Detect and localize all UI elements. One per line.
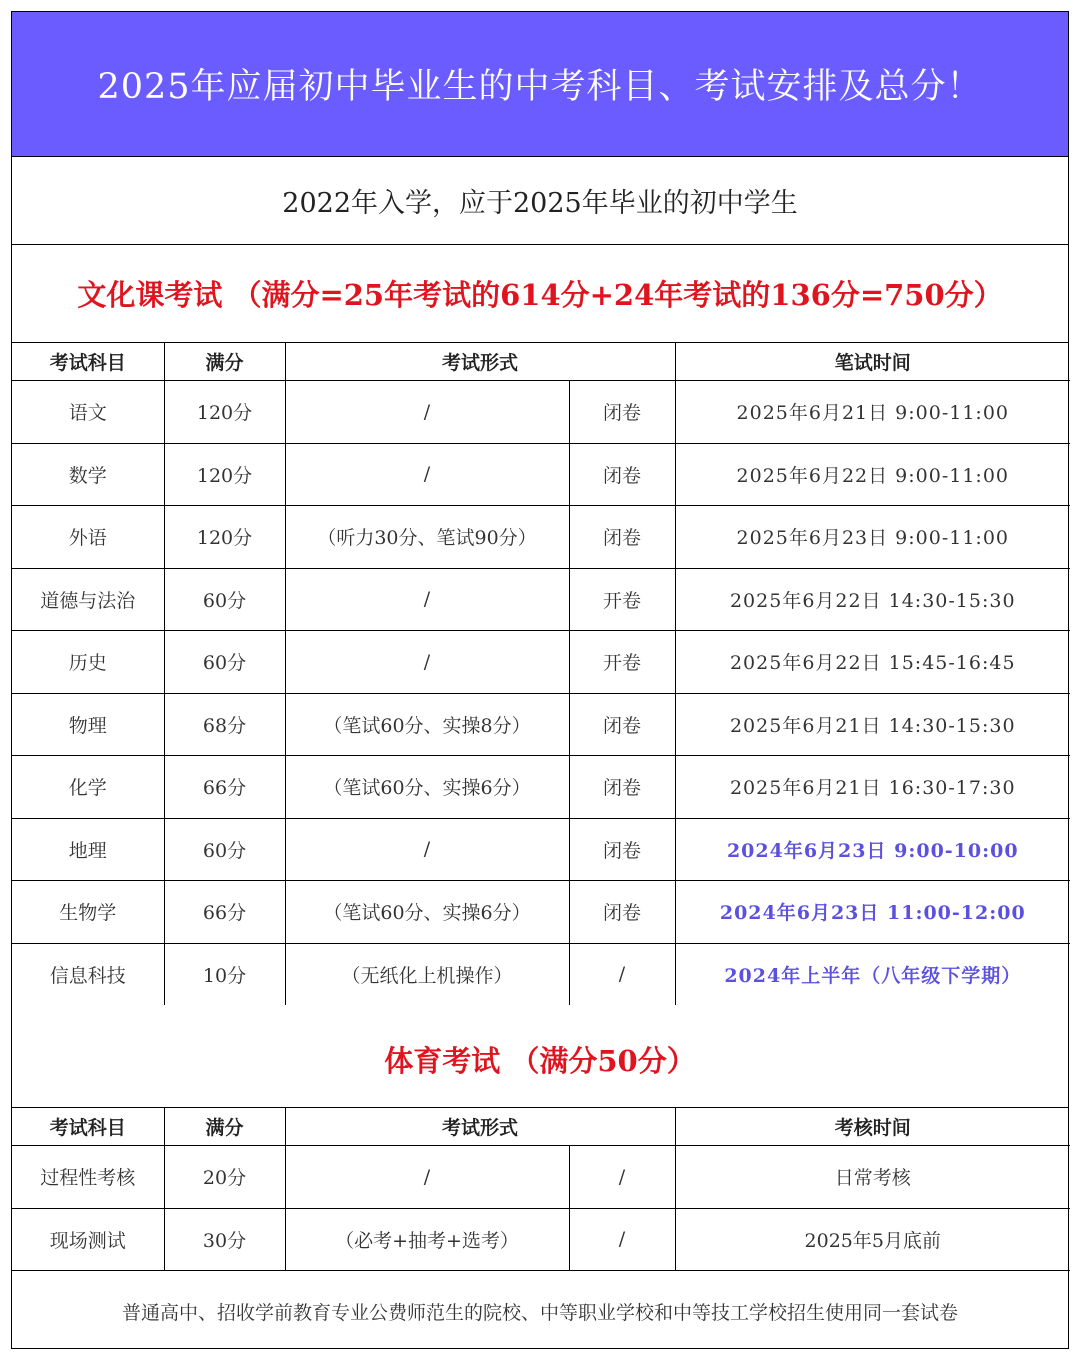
score-cell: 66分 <box>164 881 285 944</box>
document-frame <box>11 11 1069 1349</box>
time-cell: 2025年5月底前 <box>675 1208 1070 1271</box>
mode-cell: 开卷 <box>569 631 675 694</box>
mode-cell: 闭卷 <box>569 506 675 569</box>
score-cell: 60分 <box>164 631 285 694</box>
form-cell: （必考+抽考+选考） <box>285 1208 569 1271</box>
pe-exam-heading: 体育考试 （满分50分） <box>12 1011 1068 1108</box>
subject-cell: 过程性考核 <box>12 1146 164 1209</box>
table-row <box>12 1208 1070 1271</box>
time-cell-highlighted: 2024年6月23日 11:00-12:00 <box>675 881 1070 944</box>
score-cell: 60分 <box>164 568 285 631</box>
page-title: 2025年应届初中毕业生的中考科目、考试安排及总分！ <box>12 12 1068 157</box>
header-score: 满分 <box>164 1107 285 1146</box>
mode-cell: / <box>569 943 675 1005</box>
table-row <box>12 693 1070 756</box>
form-cell: / <box>285 631 569 694</box>
header-time: 笔试时间 <box>675 342 1070 381</box>
score-cell: 120分 <box>164 506 285 569</box>
form-cell: （笔试60分、实操8分） <box>285 693 569 756</box>
subject-cell: 道德与法治 <box>12 568 164 631</box>
header-time: 考核时间 <box>675 1107 1070 1146</box>
page-subtitle: 2022年入学，应于2025年毕业的初中学生 <box>12 156 1068 245</box>
subject-cell: 生物学 <box>12 881 164 944</box>
time-cell: 2025年6月22日 15:45-16:45 <box>675 631 1070 694</box>
mode-cell: 闭卷 <box>569 381 675 444</box>
score-cell: 120分 <box>164 381 285 444</box>
footer-note: 普通高中、招收学前教育专业公费师范生的院校、中等职业学校和中等技工学校招生使用同一套试卷 <box>121 1302 958 1324</box>
form-cell: / <box>285 568 569 631</box>
subject-cell: 历史 <box>12 631 164 694</box>
form-cell: （无纸化上机操作） <box>285 943 569 1005</box>
form-cell: （笔试60分、实操6分） <box>285 881 569 944</box>
score-cell: 68分 <box>164 693 285 756</box>
table-header-row <box>12 1107 1070 1146</box>
mode-cell: 闭卷 <box>569 443 675 506</box>
mode-cell: 闭卷 <box>569 818 675 881</box>
subject-cell: 地理 <box>12 818 164 881</box>
score-cell: 10分 <box>164 943 285 1005</box>
time-cell-highlighted: 2024年6月23日 9:00-10:00 <box>675 818 1070 881</box>
time-cell: 2025年6月23日 9:00-11:00 <box>675 506 1070 569</box>
table-row <box>12 943 1070 1005</box>
subject-cell: 语文 <box>12 381 164 444</box>
form-cell: / <box>285 381 569 444</box>
subject-cell: 物理 <box>12 693 164 756</box>
time-cell: 2025年6月21日 16:30-17:30 <box>675 756 1070 819</box>
mode-cell: 闭卷 <box>569 693 675 756</box>
table-row <box>12 881 1070 944</box>
form-cell: （听力30分、笔试90分） <box>285 506 569 569</box>
score-cell: 66分 <box>164 756 285 819</box>
score-cell: 20分 <box>164 1146 285 1209</box>
form-cell: / <box>285 818 569 881</box>
table-row <box>12 568 1070 631</box>
score-cell: 30分 <box>164 1208 285 1271</box>
table-header-row <box>12 342 1070 381</box>
table-row <box>12 381 1070 444</box>
mode-cell: 闭卷 <box>569 756 675 819</box>
form-cell: / <box>285 443 569 506</box>
form-cell: / <box>285 1146 569 1209</box>
score-cell: 120分 <box>164 443 285 506</box>
time-cell: 2025年6月22日 14:30-15:30 <box>675 568 1070 631</box>
header-form: 考试形式 <box>285 1107 675 1146</box>
culture-exam-heading: 文化课考试 （满分=25年考试的614分+24年考试的136分=750分） <box>12 244 1068 343</box>
subject-cell: 信息科技 <box>12 943 164 1005</box>
table-row <box>12 506 1070 569</box>
subject-cell: 外语 <box>12 506 164 569</box>
time-cell: 2025年6月22日 9:00-11:00 <box>675 443 1070 506</box>
subject-cell: 数学 <box>12 443 164 506</box>
score-cell: 60分 <box>164 818 285 881</box>
mode-cell: 闭卷 <box>569 881 675 944</box>
header-score: 满分 <box>164 342 285 381</box>
pe-exam-table <box>12 1107 1070 1271</box>
mode-cell: 开卷 <box>569 568 675 631</box>
header-subject: 考试科目 <box>12 1107 164 1146</box>
header-form: 考试形式 <box>285 342 675 381</box>
culture-exam-table <box>12 342 1070 1005</box>
table-row <box>12 1146 1070 1209</box>
mode-cell: / <box>569 1146 675 1209</box>
time-cell-highlighted: 2024年上半年（八年级下学期） <box>675 943 1070 1005</box>
time-cell: 日常考核 <box>675 1146 1070 1209</box>
time-cell: 2025年6月21日 14:30-15:30 <box>675 693 1070 756</box>
table-row <box>12 818 1070 881</box>
subject-cell: 化学 <box>12 756 164 819</box>
subject-cell: 现场测试 <box>12 1208 164 1271</box>
form-cell: （笔试60分、实操6分） <box>285 756 569 819</box>
table-row <box>12 443 1070 506</box>
mode-cell: / <box>569 1208 675 1271</box>
header-subject: 考试科目 <box>12 342 164 381</box>
table-row <box>12 631 1070 694</box>
table-row <box>12 756 1070 819</box>
time-cell: 2025年6月21日 9:00-11:00 <box>675 381 1070 444</box>
